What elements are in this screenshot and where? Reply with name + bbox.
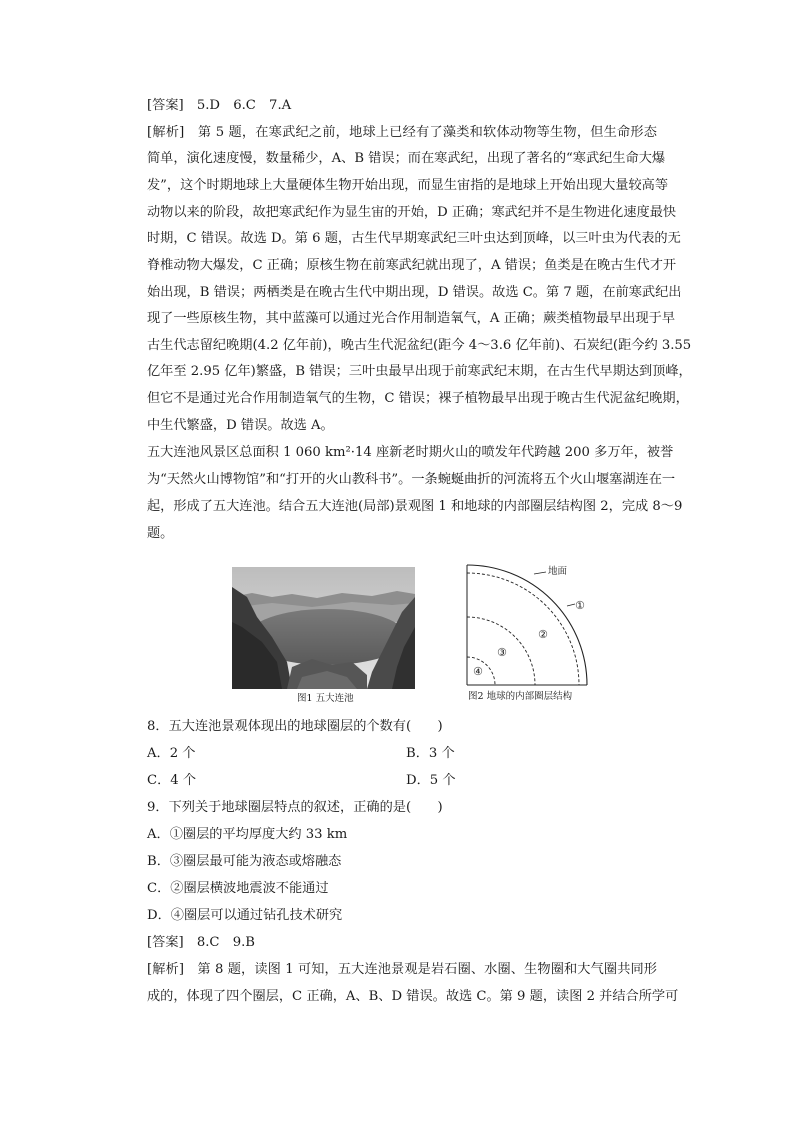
q8-option-c: C．4 个 [147, 773, 197, 788]
q9-option-a: A．①圈层的平均厚度大约 33 km [147, 827, 348, 842]
analysis-line: 发”，这个时期地球上大量硬体生物开始出现，而显生宙指的是地球上开始出现大量较高等 [147, 178, 669, 193]
analysis-line: 但它不是通过光合作用制造氧气的生物，C 错误；裸子植物最早出现于晚古生代泥盆纪晚期， [147, 391, 689, 406]
intro-line: 题。 [147, 526, 174, 541]
layer-1-label: ① [575, 599, 585, 612]
earth-structure-diagram [462, 562, 592, 690]
answer-line-2: [答案] 8.C 9.B [147, 935, 255, 950]
figure2-caption: 图2 地球的内部圈层结构 [468, 691, 573, 702]
analysis-line: [解析] 第 5 题，在寒武纪之前，地球上已经有了藻类和软体动物等生物，但生命形态 [147, 125, 657, 140]
q9-option-c: C．②圈层横波地震波不能通过 [147, 881, 329, 896]
q9-stem: 9．下列关于地球圈层特点的叙述，正确的是( ) [147, 800, 443, 815]
q8-option-a: A．2 个 [147, 746, 196, 761]
layer-4-label: ④ [473, 665, 483, 678]
analysis-line: [解析] 第 8 题，读图 1 可知，五大连池景观是岩石圈、水圈、生物圈和大气圈共同形 [147, 962, 657, 977]
surface-label: 地面 [548, 566, 568, 577]
analysis-line: 时期，C 错误。故选 D。第 6 题，古生代早期寒武纪三叶虫达到顶峰，以三叶虫为代表的无 [147, 231, 681, 246]
intro-line: 五大连池风景区总面积 1 060 km²·14 座新老时期火山的喷发年代跨越 200 多万年，被誉 [147, 445, 674, 460]
analysis-line: 始出现，B 错误；两栖类是在晚古生代中期出现，D 错误。故选 C。第 7 题，在前寒武纪出 [147, 285, 682, 300]
analysis-line: 脊椎动物大爆发，C 正确；原核生物在前寒武纪就出现了，A 错误；鱼类是在晚古生代才开 [147, 258, 677, 273]
analysis-line: 古生代志留纪晚期(4.2 亿年前)，晚古生代泥盆纪(距今 4～3.6 亿年前)、石炭纪(距今约 3.55 [147, 338, 692, 353]
figure1-caption: 图1 五大连池 [297, 693, 354, 704]
lake-photo [232, 567, 415, 689]
answer-line-1: [答案] 5.D 6.C 7.A [147, 98, 292, 113]
q8-option-d: D．5 个 [406, 773, 456, 788]
q8-option-b: B．3 个 [406, 746, 455, 761]
analysis-line: 现了一些原核生物，其中蓝藻可以通过光合作用制造氧气，A 正确；蕨类植物最早出现于早 [147, 311, 676, 326]
analysis-line: 动物以来的阶段，故把寒武纪作为显生宙的开始，D 正确；寒武纪并不是生物进化速度最快 [147, 205, 677, 220]
layer-3-label: ③ [497, 646, 507, 659]
analysis-line: 成的，体现了四个圈层，C 正确，A、B、D 错误。故选 C。第 9 题，读图 2 并结合所学可 [147, 989, 679, 1004]
q9-option-b: B．③圈层最可能为液态或熔融态 [147, 854, 342, 869]
layer-2-label: ② [538, 628, 548, 641]
analysis-line: 亿年至 2.95 亿年)繁盛，B 错误；三叶虫最早出现于前寒武纪末期，在古生代早期达到顶峰， [147, 364, 692, 379]
intro-line: 起，形成了五大连池。结合五大连池(局部)景观图 1 和地球的内部圈层结构图 2，完成 8～9 [147, 499, 683, 514]
analysis-line: 简单，演化速度慢，数量稀少，A、B 错误；而在寒武纪，出现了著名的“寒武纪生命大爆 [147, 151, 666, 166]
q9-option-d: D．④圈层可以通过钻孔技术研究 [147, 908, 343, 923]
intro-line: 为“天然火山博物馆”和“打开的火山教科书”。一条蜿蜒曲折的河流将五个火山堰塞湖连在一 [147, 472, 676, 487]
analysis-line: 中生代繁盛，D 错误。故选 A。 [147, 418, 334, 433]
q8-stem: 8．五大连池景观体现出的地球圈层的个数有( ) [147, 719, 443, 734]
